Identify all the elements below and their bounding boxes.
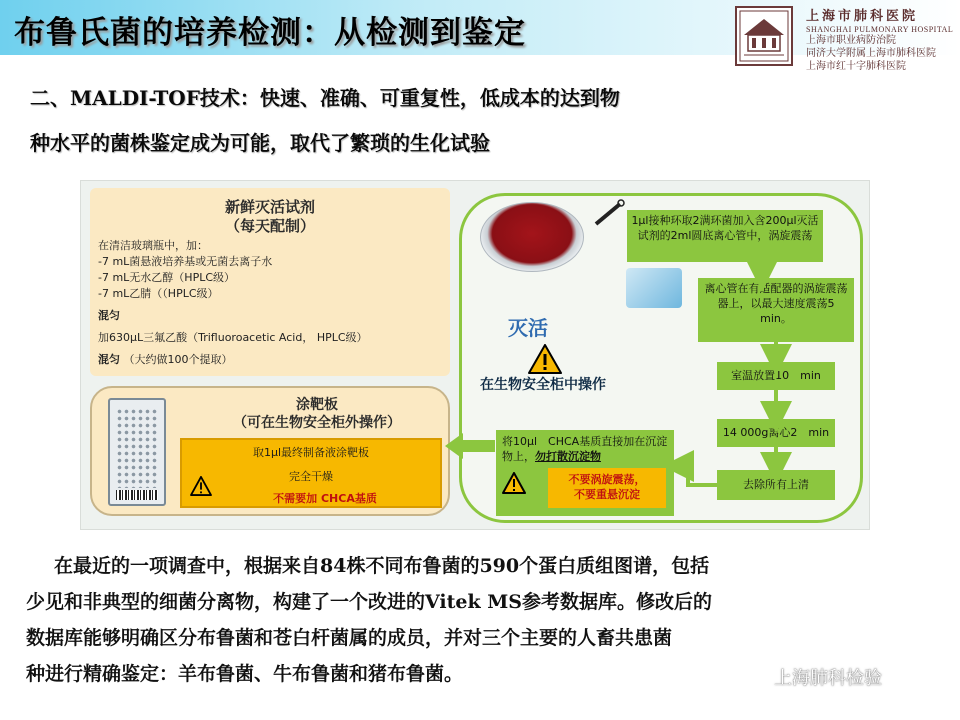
step-box-2: 离心管在有适配器的涡旋震荡器上，以最大速度震荡5 min。 [698, 278, 854, 342]
paragraph-line: 种进行精确鉴定：羊布鲁菌、牛布鲁菌和猪布鲁菌。 [26, 663, 464, 685]
step-box-3: 室温放置10 min [717, 362, 835, 390]
inactivation-label: 灭活 [508, 316, 548, 340]
step-box-1: 1μl接种环取2满环菌加入含200μl灭活试剂的2ml圆底离心管中，涡旋震荡 [627, 210, 823, 262]
subheading-line-1: 二、MALDI-TOF技术：快速、准确、可重复性，低成本的达到物 [30, 86, 620, 110]
slide-title: 布鲁氏菌的培养检测：从检测到鉴定 [14, 15, 526, 51]
paragraph-line: 少见和非典型的细菌分离物，构建了一个改进的Vitek MS参考数据库。修改后的 [26, 591, 713, 613]
step-box-5: 去除所有上清 [717, 470, 835, 500]
hospital-line-2: 同济大学附属上海市肺科医院 [806, 48, 936, 59]
reagent-line: 加630μL三氟乙酸（Trifluoroacetic Acid， HPLC级） [98, 331, 368, 344]
reagent-instructions [98, 238, 448, 368]
hospital-logo [730, 3, 958, 72]
subheading-line-2: 种水平的菌株鉴定成为可能，取代了繁琐的生化试验 [30, 131, 490, 155]
hospital-name-cn: 上海市肺科医院 [806, 9, 919, 24]
reagent-line: -7 mL无水乙醇（HPLC级） [98, 271, 236, 284]
target-step-1: 取1μl最终制备液涂靶板 [252, 446, 370, 459]
flow-arrows [462, 196, 866, 526]
biosafety-note: 在生物安全柜中操作 [480, 377, 606, 393]
hospital-line-3: 上海市红十字肺科医院 [806, 61, 906, 72]
paragraph-line: 在最近的一项调查中，根据来自84株不同布鲁菌的590个蛋白质组图谱，包括 [54, 555, 710, 577]
transfer-arrow [445, 431, 495, 461]
target-plate-icon [108, 398, 166, 506]
step-box-4: 14 000g离心2 min [717, 419, 835, 447]
target-step-2: 完全干燥 [289, 470, 333, 483]
watermark-text: 上海肺科检验 [774, 668, 882, 689]
hospital-name-en: SHANGHAI PULMONARY HOSPITAL [806, 25, 954, 34]
step-6-warning: 不要涡旋震荡， 不要重悬沉淀 [548, 468, 666, 508]
maldi-workflow-diagram [80, 180, 870, 530]
paragraph-line: 数据库能够明确区分布鲁菌和苍白杆菌属的成员，并对三个主要的人畜共患菌 [26, 627, 673, 649]
reagent-card [90, 188, 450, 376]
wechat-icon [740, 668, 770, 688]
hospital-seal-icon [730, 5, 798, 67]
hospital-line-1: 上海市职业病防治院 [806, 35, 896, 46]
reagent-title: 新鲜灭活试剂 （每天配制） [224, 198, 315, 235]
warning-icon [190, 476, 212, 496]
inactivation-panel [459, 193, 863, 523]
target-plate-card [90, 386, 450, 516]
step-box-6: 将10μl CHCA基质直接加在沉淀物上，勿打散沉淀物 不要涡旋震荡， 不要重悬沉淀 [496, 430, 674, 516]
reagent-line: -7 mL菌悬液培养基或无菌去离子水 [98, 255, 273, 268]
reagent-mix-1: 混匀 [98, 309, 120, 322]
target-steps [180, 438, 442, 508]
reagent-line: 在清洁玻璃瓶中，加： [98, 239, 208, 252]
reagent-line: -7 mL乙腈（（HPLC级） [98, 287, 219, 300]
watermark [740, 664, 882, 694]
reagent-mix-2: 混匀 （大约做100个提取） [98, 353, 233, 366]
target-title: 涂靶板 （可在生物安全柜外操作） [233, 397, 401, 431]
target-warning: 不需要加 CHCA基质 [273, 492, 377, 505]
